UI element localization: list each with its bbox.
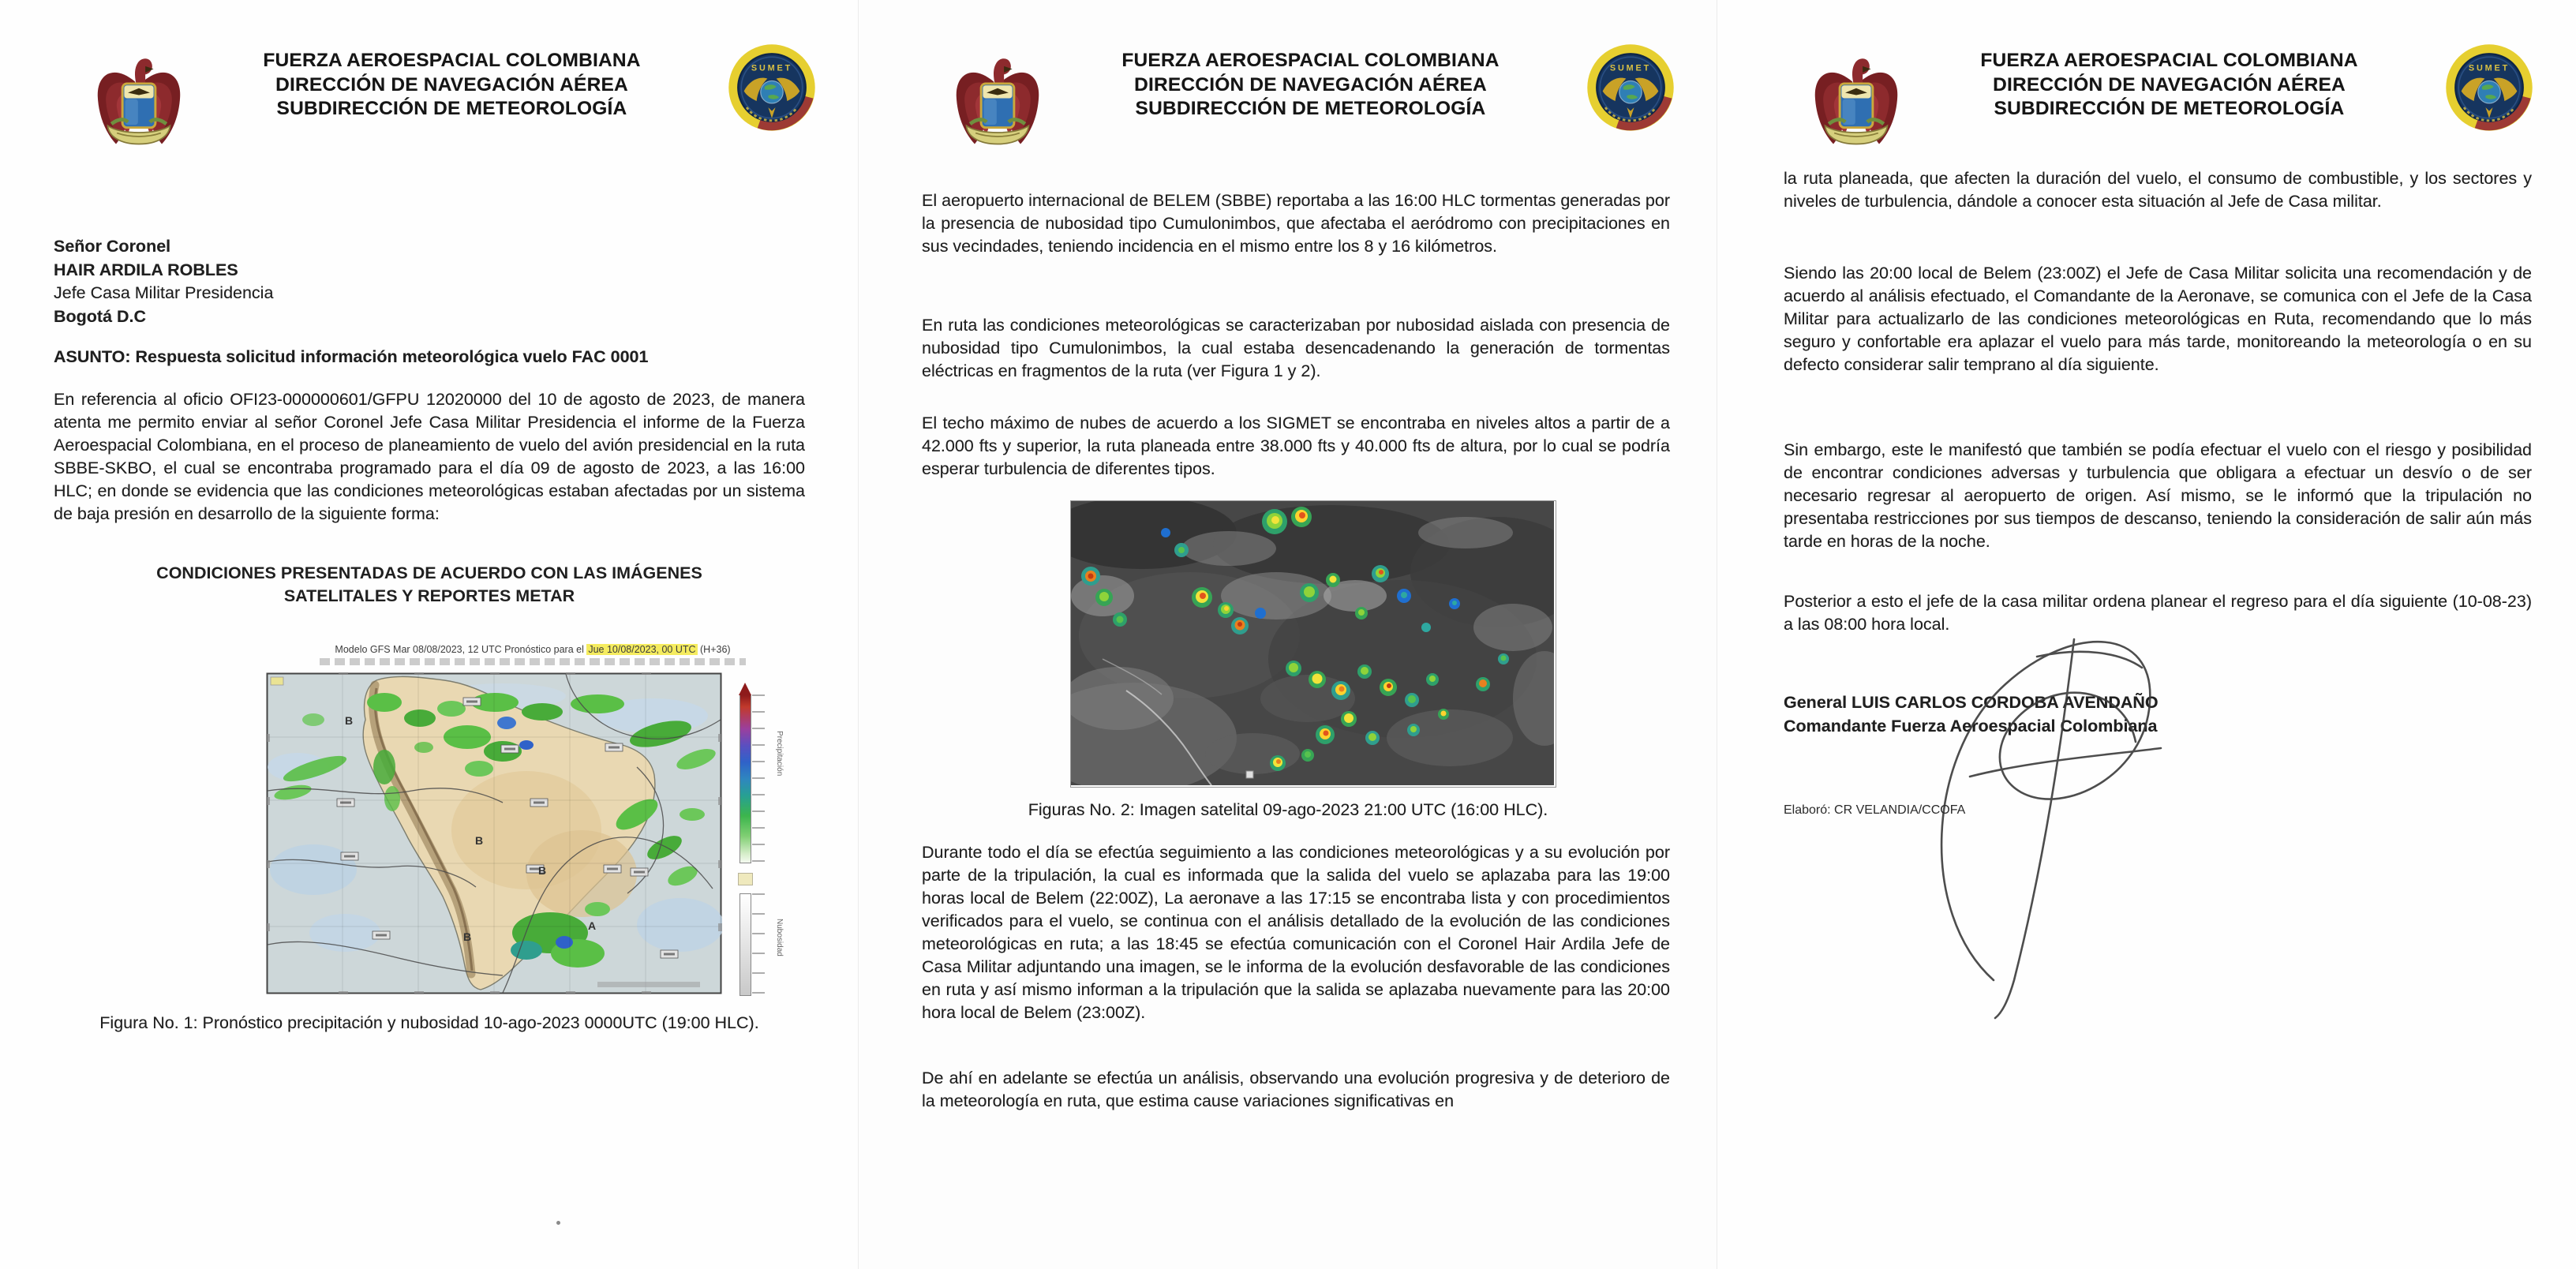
section-heading-line2: SATELITALES Y REPORTES METAR (283, 586, 575, 605)
simet-badge-text: SUMET (751, 63, 793, 73)
cloudiness-colorbar-label: Nubosidad (775, 919, 784, 956)
org-direction: DIRECCIÓN DE NAVEGACIÓN AÉREA (1134, 73, 1487, 95)
svg-text:A: A (588, 919, 597, 932)
gfs-map-title-post: (H+36) (697, 644, 731, 655)
simet-badge-icon (1586, 41, 1676, 134)
recipient-salutation: Señor Coronel (54, 237, 171, 256)
paragraph: Posterior a esto el jefe de la casa militar ordena planear el regreso para el día siguiente (10-08-23) a las 08:00 hora local. (1784, 592, 2532, 634)
figure-2-satellite-image (1070, 500, 1556, 788)
org-name: FUERZA AEROESPACIAL COLOMBIANA (1121, 50, 1500, 71)
org-name: FUERZA AEROESPACIAL COLOMBIANA (1980, 50, 2358, 71)
letterhead (193, 49, 710, 122)
recipient-block (54, 235, 273, 328)
figure-2-caption: Figuras No. 2: Imagen satelital 09-ago-2023 21:00 UTC (16:00 HLC). (1028, 800, 1548, 819)
precipitation-colorbar-ticks (752, 694, 765, 862)
org-name: FUERZA AEROESPACIAL COLOMBIANA (263, 50, 641, 71)
figure-1-caption: Figura No. 1: Pronóstico precipitación y nubosidad 10-ago-2023 0000UTC (19:00 HLC). (99, 1013, 759, 1032)
simet-badge-icon (727, 41, 817, 134)
paragraph: Sin embargo, este le manifestó que también se podía efectuar el vuelo con el riesgo y posibilidad de encontrar condiciones adversas y turbulencia que obligara a efectuar un desvío o de ser necesario regresar al aeropuerto de origen. Así mismo, se le informó que la tripulación no presentaba restricciones por sus tiempos de descanso, teniendo la consideración de salir aún más tarde en horas de la noche. (1784, 440, 2532, 551)
paragraph: la ruta planeada, que afecten la duración del vuelo, el consumo de combustible, y los sectores y niveles de turbulencia, dándole a conocer esta situación al Jefe de Casa militar. (1784, 169, 2532, 211)
page-1 (0, 0, 859, 1269)
precipitation-colorbar (739, 694, 751, 863)
paragraph: En referencia al oficio OFI23-000000601/GFPU 12020000 del 10 de agosto de 2023, de manera atenta me permito enviar al señor Coronel Jefe Casa Militar Presidencia el informe de la Fuerza Aeroespacial Colombiana, en el proceso de planeamiento de vuelo del avión presidencial en la ruta SBBE-SKBO, el cual se encontraba programado para el día 09 de agosto de 2023, a las 16:00 HLC; en donde se evidencia que las condiciones meteorológicas estaban afectadas por un sistema de baja presión en desarrollo de la siguiente forma: (54, 390, 805, 523)
section-heading-line1: CONDICIONES PRESENTADAS DE ACUERDO CON LAS IMÁGENES (156, 563, 702, 582)
simet-badge-icon (2444, 41, 2534, 134)
org-subdirection: SUBDIRECCIÓN DE METEOROLOGÍA (1994, 98, 2345, 119)
gfs-map-title-highlight: Jue 10/08/2023, 00 UTC (588, 644, 696, 655)
paragraph: En ruta las condiciones meteorológicas se caracterizaban por nubosidad aislada con presencia de nubosidad tipo Cumulonimbos, la cual estaba desencadenando la generación de tormentas eléctricas en fragmentos de la ruta (ver Figura 1 y 2). (922, 316, 1670, 380)
simet-badge-text: SUMET (2468, 63, 2510, 73)
svg-text:B: B (463, 930, 472, 943)
gfs-map-subtitle-blurred (320, 658, 746, 665)
fac-crest-logo-icon (952, 51, 1043, 152)
svg-text:B: B (538, 864, 547, 877)
signatory-name: General LUIS CARLOS CORDOBA AVENDAÑO (1784, 693, 2159, 712)
gfs-map-plot (266, 672, 722, 994)
org-direction: DIRECCIÓN DE NAVEGACIÓN AÉREA (1993, 73, 2346, 95)
satellite-map-marker (1246, 771, 1253, 778)
satellite-image-graphic (1071, 501, 1554, 785)
page-2 (859, 0, 1717, 1269)
org-subdirection: SUBDIRECCIÓN DE METEOROLOGÍA (1135, 98, 1486, 119)
map-corner-marker (271, 677, 283, 685)
fac-crest-logo-icon (93, 51, 185, 152)
precipitation-colorbar-label: Precipitación (775, 731, 784, 777)
paragraph: El aeropuerto internacional de BELEM (SBBE) reportaba a las 16:00 HLC tormentas generadas por la presencia de nubosidad tipo Cumulonimbos, que afectaba el aeródromo con precipitaciones en sus vecindades, teniendo incidencia en el mismo entre los 8 y 16 kilómetros. (922, 191, 1670, 256)
recipient-role: Jefe Casa Militar Presidencia (54, 283, 274, 302)
simet-badge-text: SUMET (1609, 63, 1652, 73)
letterhead (1911, 49, 2428, 122)
cloudiness-colorbar-ticks (752, 893, 765, 994)
paragraph: De ahí en adelante se efectúa un análisis, observando una evolución progresiva y de deterioro de la meteorología en ruta, que estima cause variaciones significativas en (922, 1069, 1670, 1110)
recipient-name: HAIR ARDILA ROBLES (54, 260, 238, 279)
org-direction: DIRECCIÓN DE NAVEGACIÓN AÉREA (275, 73, 628, 95)
org-subdirection: SUBDIRECCIÓN DE METEOROLOGÍA (276, 98, 627, 119)
svg-text:B: B (475, 834, 484, 847)
fac-crest-logo-icon (1810, 51, 1902, 152)
legend-chip (738, 873, 753, 885)
recipient-city: Bogotá D.C (54, 306, 147, 326)
gfs-map-title-pre: Modelo GFS Mar 08/08/2023, 12 UTC Pronóstico para el (335, 644, 587, 655)
paragraph: El techo máximo de nubes de acuerdo a los SIGMET se encontraba en niveles altos a partir de a 42.000 fts y superior, la ruta planeada entre 38.000 fts y 40.000 fts de altura, por lo cual se podría esperar turbulencia de diferentes tipos. (922, 414, 1670, 478)
section-heading (114, 562, 745, 608)
paragraph: Durante todo el día se efectúa seguimiento a las condiciones meteorológicas y a su evolución por parte de la tripulación, la cual es informada que la salida del vuelo se aplazaba para las 19:00 horas local de Belem (22:00Z), La aeronave a las 17:15 se encontraba lista y con procedimientos verificados para el vuelo, se continua con el análisis detallado de la evolución de las condiciones meteorológicas en ruta; a las 18:45 se efectúa comunicación con el Coronel Hair Ardila Jefe de Casa Militar adjuntando una imagen, se le informa de la evolución desfavorable de las condiciones en ruta y así mismo informan a la tripulación que la salida se aplazaba nuevamente para las 20:00 hora local de Belem (23:00Z). (922, 843, 1670, 1022)
letterhead (1052, 49, 1569, 122)
scan-speck (556, 1221, 560, 1225)
gfs-map-title (256, 644, 809, 655)
signature-block (1784, 691, 2159, 738)
cloudiness-colorbar (739, 893, 751, 996)
map-credit-blur (597, 982, 700, 987)
figure-1-gfs-map (256, 644, 841, 1007)
paragraph: Siendo las 20:00 local de Belem (23:00Z) el Jefe de Casa Militar solicita una recomendación y de acuerdo al análisis efectuado, el Comandante de la Aeronave, se comunica con el Jefe de la Casa Militar para actualizarlo de las condiciones meteorológicas en Ruta, recomendando que lo más seguro y confortable era aplazar el vuelo para más tarde, monitoreando la meteorología o en su defecto considerar salir temprano al día siguiente. (1784, 264, 2532, 374)
svg-text:B: B (345, 714, 354, 727)
subject-line: ASUNTO: Respuesta solicitud información meteorológica vuelo FAC 0001 (54, 347, 649, 366)
signatory-title: Comandante Fuerza Aeroespacial Colombiana (1784, 716, 2158, 736)
page-3 (1717, 0, 2576, 1269)
prepared-by-note: Elaboró: CR VELANDIA/CCOFA (1784, 803, 1966, 817)
